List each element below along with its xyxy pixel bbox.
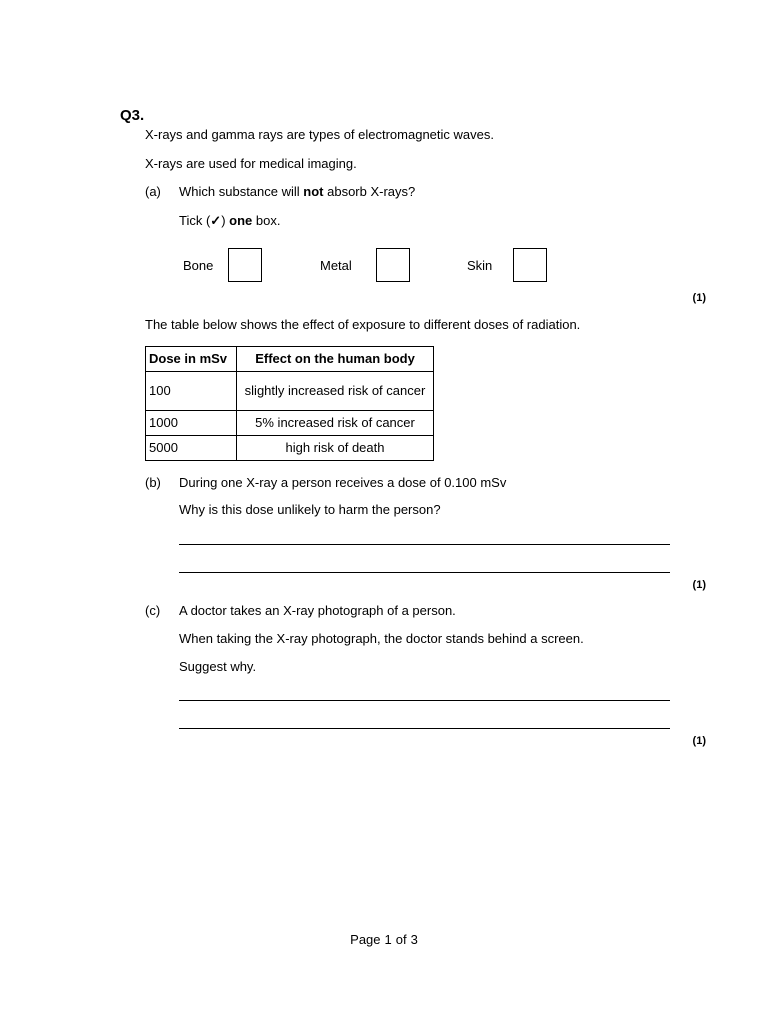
table-header-effect: Effect on the human body xyxy=(237,347,434,372)
table-row xyxy=(146,372,434,411)
part-b-text-2: Why is this dose unlikely to harm the person? xyxy=(179,502,441,517)
question-number: Q3. xyxy=(120,107,145,124)
part-c-marks: (1) xyxy=(692,735,706,747)
part-c-text-1: A doctor takes an X-ray photograph of a person. xyxy=(179,603,456,618)
part-a-question-pre: Which substance will xyxy=(179,184,304,199)
table-header-dose: Dose in mSv xyxy=(146,347,237,372)
part-b-text-1: During one X-ray a person receives a dose of 0.100 mSv xyxy=(179,475,507,490)
table-cell-effect: 5% increased risk of cancer xyxy=(237,411,434,436)
option-metal-checkbox[interactable] xyxy=(376,248,410,282)
table-cell-dose: 1000 xyxy=(146,411,237,436)
table-row xyxy=(146,436,434,461)
intro-text-2: X-rays are used for medical imaging. xyxy=(145,156,357,171)
option-bone-label: Bone xyxy=(183,258,214,273)
option-skin-checkbox[interactable] xyxy=(513,248,547,282)
part-a-tick-instruction xyxy=(179,213,280,229)
part-c-label: (c) xyxy=(145,603,161,618)
part-a-label: (a) xyxy=(145,184,161,199)
page-word: Page xyxy=(350,932,381,947)
part-a-question-bold: not xyxy=(303,184,324,199)
option-bone-checkbox[interactable] xyxy=(228,248,262,282)
intro-text-1: X-rays and gamma rays are types of electromagnetic waves. xyxy=(145,127,494,142)
part-c-text-2: When taking the X-ray photograph, the doctor stands behind a screen. xyxy=(179,631,584,646)
tick-instruction-pre: Tick ( xyxy=(179,213,211,228)
tick-instruction-mid: ) xyxy=(221,213,230,228)
table-intro: The table below shows the effect of exposure to different doses of radiation. xyxy=(145,317,581,332)
table-row xyxy=(146,411,434,436)
table-cell-dose: 100 xyxy=(146,372,237,411)
part-a-question xyxy=(179,184,415,200)
part-c-answer-line-1[interactable] xyxy=(179,700,670,701)
table-cell-dose: 5000 xyxy=(146,436,237,461)
option-metal-label: Metal xyxy=(320,258,352,273)
part-c-answer-line-2[interactable] xyxy=(179,728,670,729)
tick-instruction-post: box. xyxy=(252,213,281,228)
option-skin-label: Skin xyxy=(467,258,493,273)
table-cell-effect: high risk of death xyxy=(237,436,434,461)
part-b-answer-line-2[interactable] xyxy=(179,572,670,573)
table-header-row xyxy=(146,347,434,372)
part-a-question-post: absorb X-rays? xyxy=(323,184,416,199)
part-b-answer-line-1[interactable] xyxy=(179,544,670,545)
part-b-label: (b) xyxy=(145,475,161,490)
tick-mark-icon: ✓ xyxy=(210,213,222,228)
page-number: 1 xyxy=(384,932,392,947)
page-total: 3 xyxy=(410,932,418,947)
tick-instruction-bold: one xyxy=(229,213,253,228)
table-cell-effect: slightly increased risk of cancer xyxy=(237,372,434,411)
part-a-marks: (1) xyxy=(692,292,706,304)
part-c-text-3: Suggest why. xyxy=(179,659,257,674)
part-b-marks: (1) xyxy=(692,579,706,591)
dose-table xyxy=(145,346,434,461)
of-word: of xyxy=(395,932,407,947)
page-footer xyxy=(0,932,768,948)
